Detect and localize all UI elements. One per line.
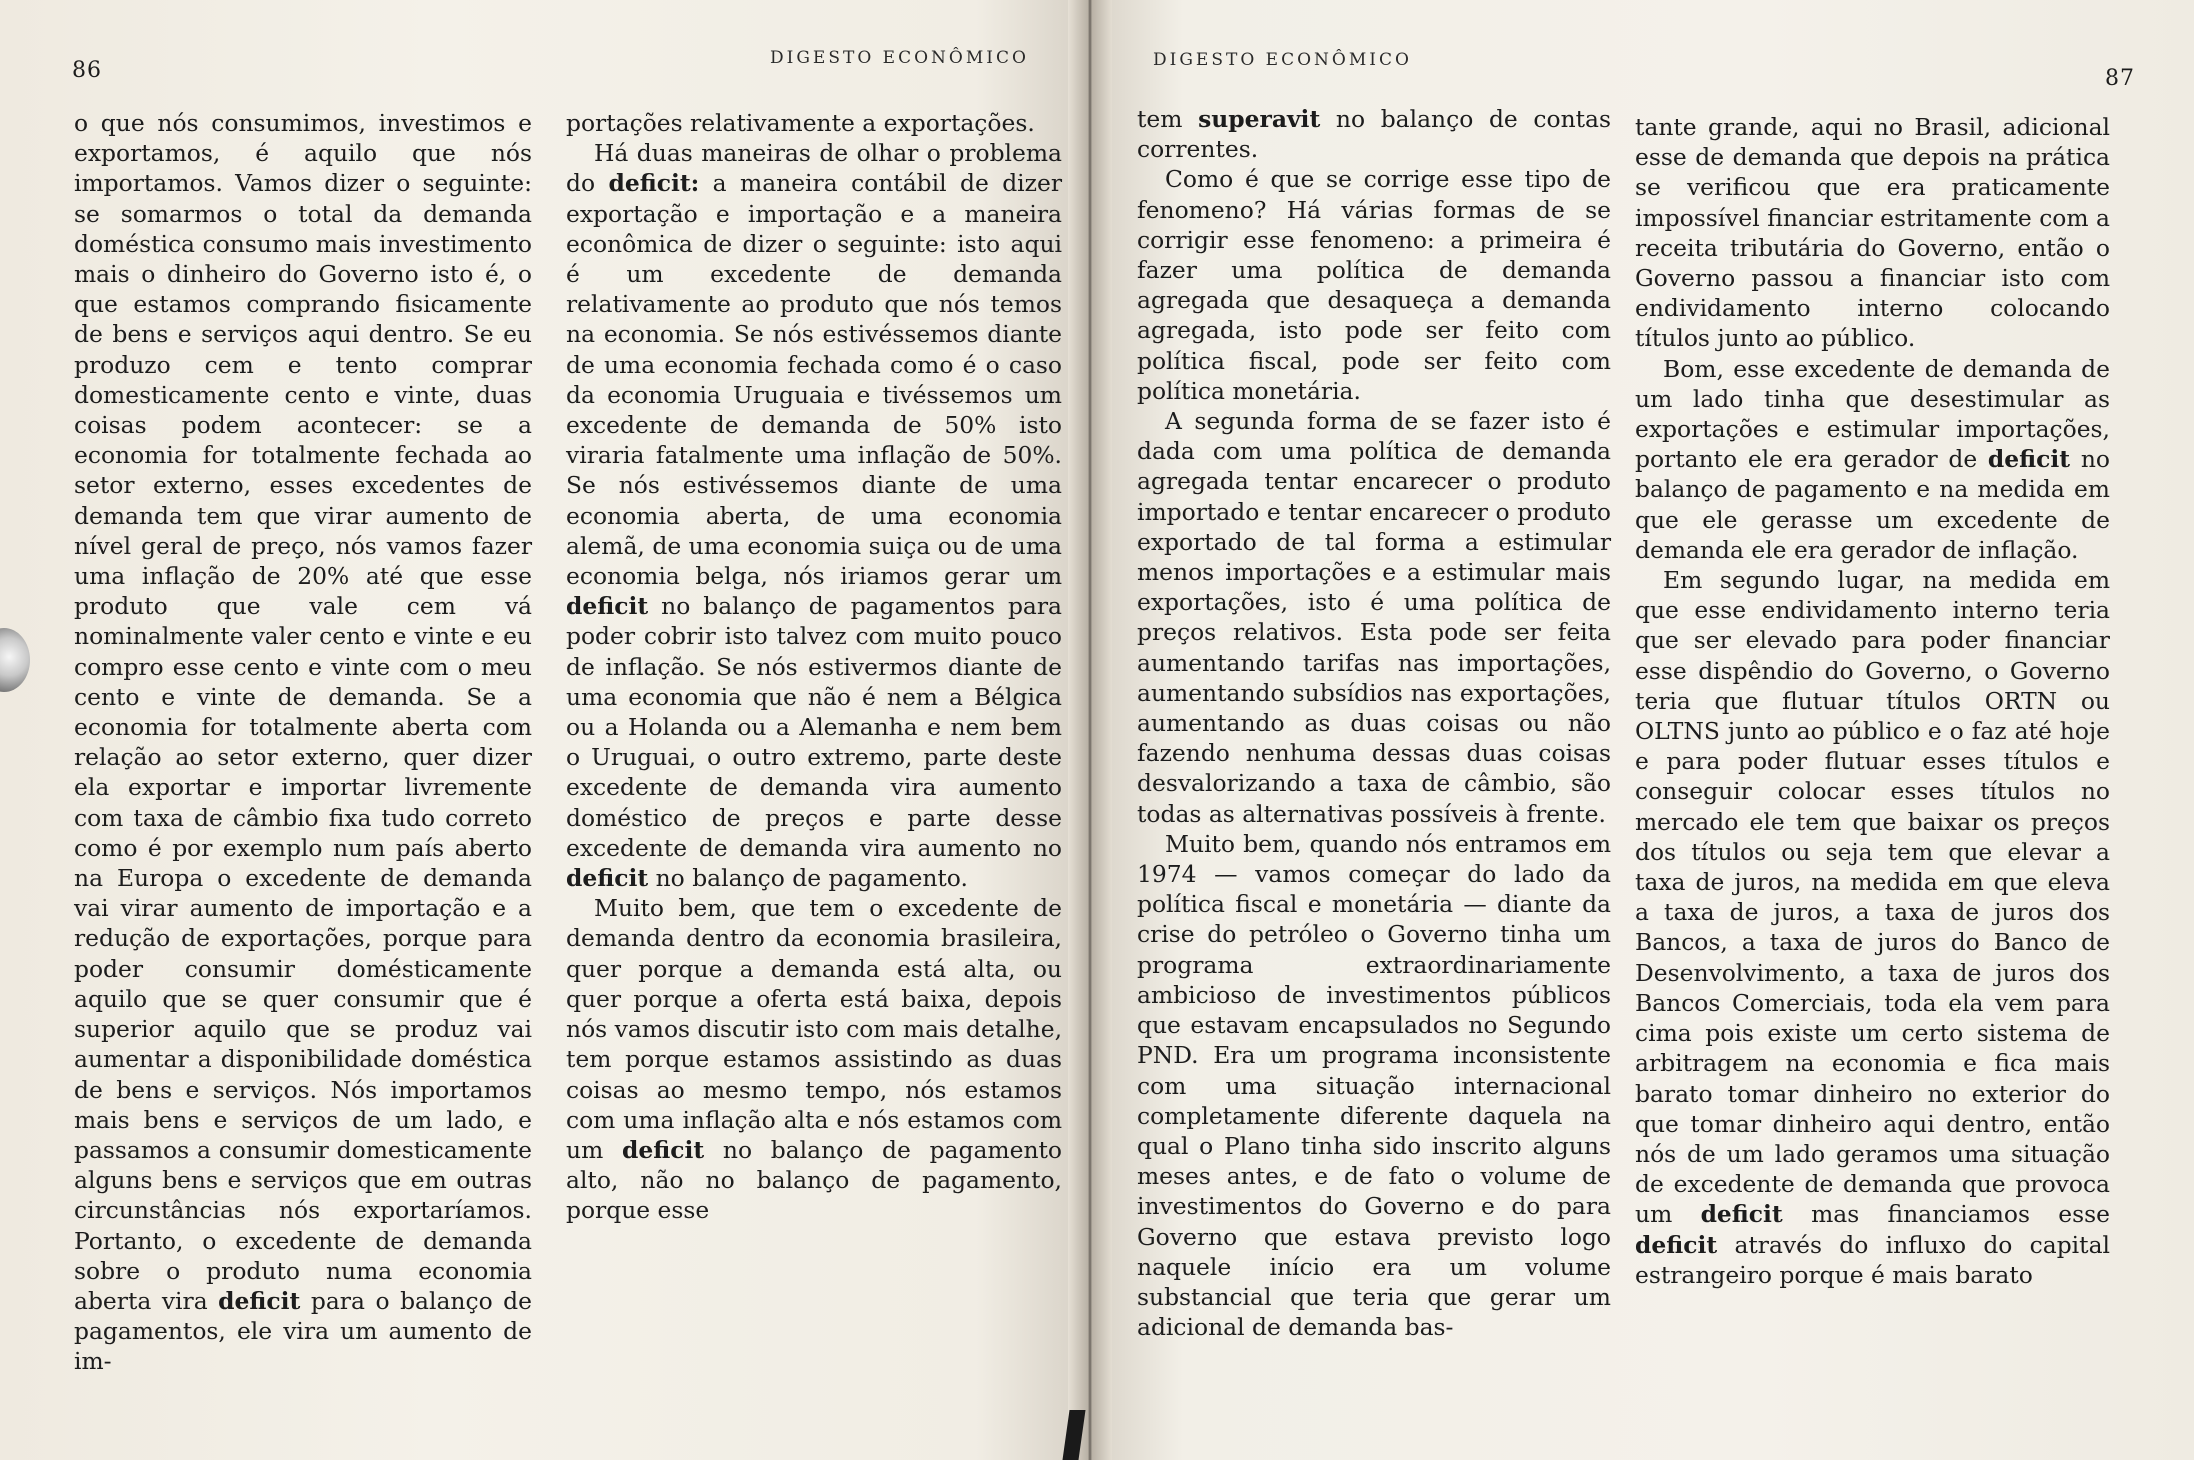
bold-term: deficit <box>566 592 649 621</box>
left-page-column-2 <box>566 108 1062 1226</box>
book-gutter <box>1068 0 1112 1460</box>
bold-term: deficit <box>218 1286 301 1315</box>
running-header-right: DIGESTO ECONÔMICO <box>1153 50 1412 70</box>
bold-term: deficit <box>621 1135 705 1164</box>
paragraph: Em segundo lugar, na medida em que esse endividamento interno teria que ser elevado para poder financiar esse dispêndio do Governo, o Governo teria que flutuar títulos ORTN ou OLTNS junto ao público e o faz até hoje e para poder flutuar esses títulos e conseguir colocar esses títulos no mercado ele tem que baixar os preços dos títulos ou seja tem que elevar a taxa de juros, na medida em que eleva a taxa de juros, a taxa de juros dos Bancos, a taxa de juros do Banco de Desenvolvimento, a taxa de juros dos Bancos Comerciais, toda ela vem para cima pois existe um certo sistema de arbitragem na economia e fica mais barato tomar dinheiro no exterior do que tomar dinheiro aqui dentro, então nós de um lado geramos uma situação de excedente de demanda que provoca um deficit mas financiamos esse deficit através do influxo do capital estrangeiro porque é mais barato <box>1635 566 2110 1289</box>
bold-term: deficit <box>566 864 649 893</box>
paragraph: Muito bem, que tem o excedente de demanda dentro da economia brasileira, quer porque a demanda está alta, ou quer porque a oferta está baixa, depois nós vamos discutir isto com mais detalhe, tem porque estamos assistindo as duas coisas ao mesmo tempo, nós estamos com uma inflação alta e nós estamos com um deficit no balanço de pagamento alto, não no balanço de pagamento, porque esse <box>566 894 1062 1225</box>
paragraph: Muito bem, quando nós entramos em 1974 — vamos começar do lado da política fiscal e monetária — diante da crise do petróleo o Governo tinha um programa extraordinariamente ambicioso de investimentos públicos que estavam encapsulados no Segundo PND. Era um programa inconsistente com uma situação internacional completamente diferente daquela na qual o Plano tinha sido inscrito alguns meses antes, e de fato o volume de investimentos do Governo e do para Governo que estava previsto logo naquele início era um volume substancial que teria que gerar um adicional de demanda bas- <box>1137 829 1611 1342</box>
running-header-left: DIGESTO ECONÔMICO <box>770 48 1029 68</box>
left-page <box>0 0 1085 1460</box>
bold-term: deficit: <box>608 169 700 198</box>
paragraph: tante grande, aqui no Brasil, adicional esse de demanda que depois na prática se verificou que era praticamente impossível financiar estritamente com a receita tributária do Governo, então o Governo passou a financiar isto com endividamento interno colocando títulos junto ao público. <box>1635 113 2110 353</box>
right-page-column-1 <box>1137 104 1611 1342</box>
left-page-column-1 <box>74 108 532 1377</box>
bold-term: deficit <box>1700 1200 1783 1229</box>
paragraph: A segunda forma de se fazer isto é dada com uma política de demanda agregada tentar encarecer o produto importado e tentar encarecer o produto exportado de tal forma a estimular menos importações e a estimular mais exportações, isto é uma política de preços relativos. Esta pode ser feita aumentando tarifas nas importações, aumentando subsídios nas exportações, aumentando as duas coisas ou não fazendo nenhuma dessas duas coisas desvalorizando a taxa de câmbio, são todas as alternativas possíveis à frente. <box>1137 407 1611 828</box>
paragraph: Bom, esse excedente de demanda de um lado tinha que desestimular as exportações e estimular importações, portanto ele era gerador de deficit no balanço de pagamento e na medida em que ele gerasse um excedente de demanda ele era gerador de inflação. <box>1635 354 2110 564</box>
right-page <box>1095 0 2194 1460</box>
paragraph: Há duas maneiras de olhar o problema do deficit: a maneira contábil de dizer exportação e importação e a maneira econômica de dizer o seguinte: isto aqui é um excedente de demanda relativamente ao produto que nós temos na economia. Se nós estivéssemos diante de uma economia fechada como é o caso da economia Uruguaia e tivéssemos um excedente de demanda de 50% isto viraria fatalmente uma inflação de 50%. Se nós estivéssemos diante de uma economia aberta, de uma economia alemã, de uma economia suiça ou de uma economia belga, nós iriamos gerar um deficit no balanço de pagamentos para poder cobrir isto talvez com muito pouco de inflação. Se nós estivermos diante de uma economia que não é nem a Bélgica ou a Holanda ou a Alemanha e nem bem o Uruguai, o outro extremo, parte deste excedente de demanda vira aumento doméstico de preços e parte desse excedente de demanda vira aumento no deficit no balanço de pagamento. <box>566 139 1063 893</box>
right-page-column-2 <box>1635 112 2110 1290</box>
paragraph: Como é que se corrige esse tipo de fenomeno? Há várias formas de se corrigir esse fenomeno: a primeira é fazer uma política de demanda agregada que desaqueça a demanda agregada, isto pode ser feito com política fiscal, pode ser feito com política monetária. <box>1137 165 1611 405</box>
bold-term: deficit <box>1635 1230 1718 1259</box>
page-number-right: 87 <box>2105 66 2135 91</box>
paragraph: o que nós consumimos, investimos e exportamos, é aquilo que nós importamos. Vamos dizer o seguinte: se somarmos o total da demanda doméstica consumo mais investimento mais o dinheiro do Governo isto é, o que estamos comprando fisicamente de bens e serviços aqui dentro. Se eu produzo cem e tento comprar domesticamente cento e vinte, duas coisas podem acontecer: se a economia for totalmente fechada ao setor externo, esses excedentes de demanda tem que virar aumento de nível geral de preço, nós vamos fazer uma inflação de 20% até que esse produto que vale cem vá nominalmente valer cento e vinte e eu compro esse cento e vinte com o meu cento e vinte de demanda. Se a economia for totalmente aberta com relação ao setor externo, quer dizer ela exportar e importar livremente com taxa de câmbio fixa tudo correto como é por exemplo num país aberto na Europa o excedente de demanda vai virar aumento de importação e a redução de exportações, porque para poder consumir domésticamente aquilo que se quer consumir que é superior aquilo que se produz vai aumentar a disponibilidade doméstica de bens e serviços. Nós importamos mais bens e serviços de um lado, e passamos a consumir domesticamente alguns bens e serviços que em outras circunstâncias nós exportaríamos. Portanto, o excedente de demanda sobre o produto numa economia aberta vira deficit para o balanço de pagamentos, ele vira um aumento de im- <box>74 109 532 1376</box>
bold-term: superavit <box>1198 105 1321 133</box>
paragraph: portações relativamente a exportações. <box>566 109 1035 137</box>
paragraph: tem superavit no balanço de contas correntes. <box>1137 105 1611 164</box>
bold-term: deficit <box>1987 445 2071 474</box>
page-number-left: 86 <box>72 58 102 83</box>
